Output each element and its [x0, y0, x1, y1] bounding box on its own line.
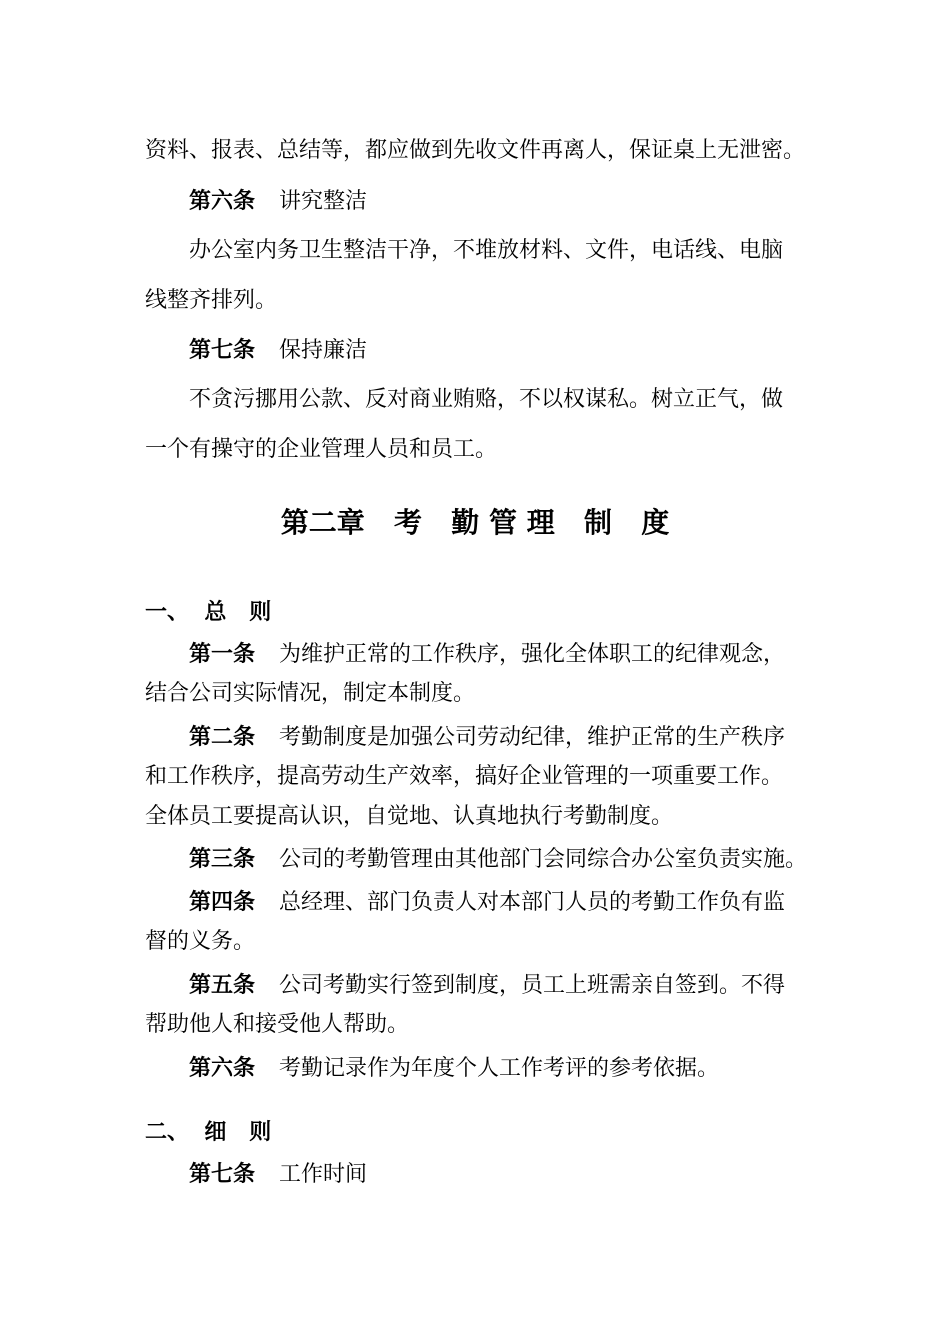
paragraph-line: 和工作秩序，提高劳动生产效率，搞好企业管理的一项重要工作。 [145, 764, 784, 789]
article-label: 第七条 [189, 1161, 256, 1187]
paragraph-line: 办公室内务卫生整洁干净，不堆放材料、文件，电话线、电脑 [189, 238, 784, 263]
article-heading [189, 187, 367, 216]
paragraph-line: 一个有操守的企业管理人员和员工。 [145, 437, 498, 462]
paragraph-line: 不贪污挪用公款、反对商业贿赂，不以权谋私。树立正气，做 [189, 387, 784, 412]
section-heading-details: 二、 细 则 [145, 1119, 272, 1145]
article-label: 第六条 [189, 188, 256, 214]
section-heading-general: 一、 总 则 [145, 599, 272, 625]
article-title: 保持廉洁 [279, 338, 368, 363]
article-text: 公司的考勤管理由其他部门会同综合办公室负责实施。 [279, 847, 808, 872]
article-label: 第一条 [189, 641, 256, 667]
article-text: 考勤记录作为年度个人工作考评的参考依据。 [279, 1056, 720, 1081]
paragraph-line: 资料、报表、总结等，都应做到先收文件再离人，保证桌上无泄密。 [145, 138, 806, 163]
article-label: 第二条 [189, 724, 256, 750]
article-line [189, 640, 785, 669]
paragraph-line: 线整齐排列。 [145, 288, 278, 313]
article-label: 第六条 [189, 1055, 256, 1081]
article-label: 第五条 [189, 972, 256, 998]
paragraph-line: 帮助他人和接受他人帮助。 [145, 1012, 410, 1037]
article-label: 第三条 [189, 846, 256, 872]
paragraph-line: 全体员工要提高认识，自觉地、认真地执行考勤制度。 [145, 804, 674, 829]
article-title: 讲究整洁 [279, 189, 368, 214]
article-text: 考勤制度是加强公司劳动纪律，维护正常的生产秩序 [279, 725, 786, 750]
paragraph-line: 结合公司实际情况，制定本制度。 [145, 681, 476, 706]
article-label: 第七条 [189, 337, 256, 363]
article-line [189, 971, 785, 1000]
article-text: 公司考勤实行签到制度，员工上班需亲自签到。不得 [279, 973, 786, 998]
article-label: 第四条 [189, 889, 256, 915]
chapter-title: 第二章 考 勤 管 理 制 度 [280, 506, 670, 539]
article-heading [189, 336, 367, 365]
article-line [189, 845, 807, 874]
article-text: 总经理、部门负责人对本部门人员的考勤工作负有监 [279, 890, 786, 915]
article-line [189, 888, 785, 917]
article-text: 为维护正常的工作秩序，强化全体职工的纪律观念， [279, 642, 786, 667]
article-line [189, 723, 785, 752]
article-title: 工作时间 [279, 1162, 368, 1187]
paragraph-line: 督的义务。 [145, 929, 256, 954]
article-line [189, 1054, 719, 1083]
article-heading [189, 1160, 367, 1189]
